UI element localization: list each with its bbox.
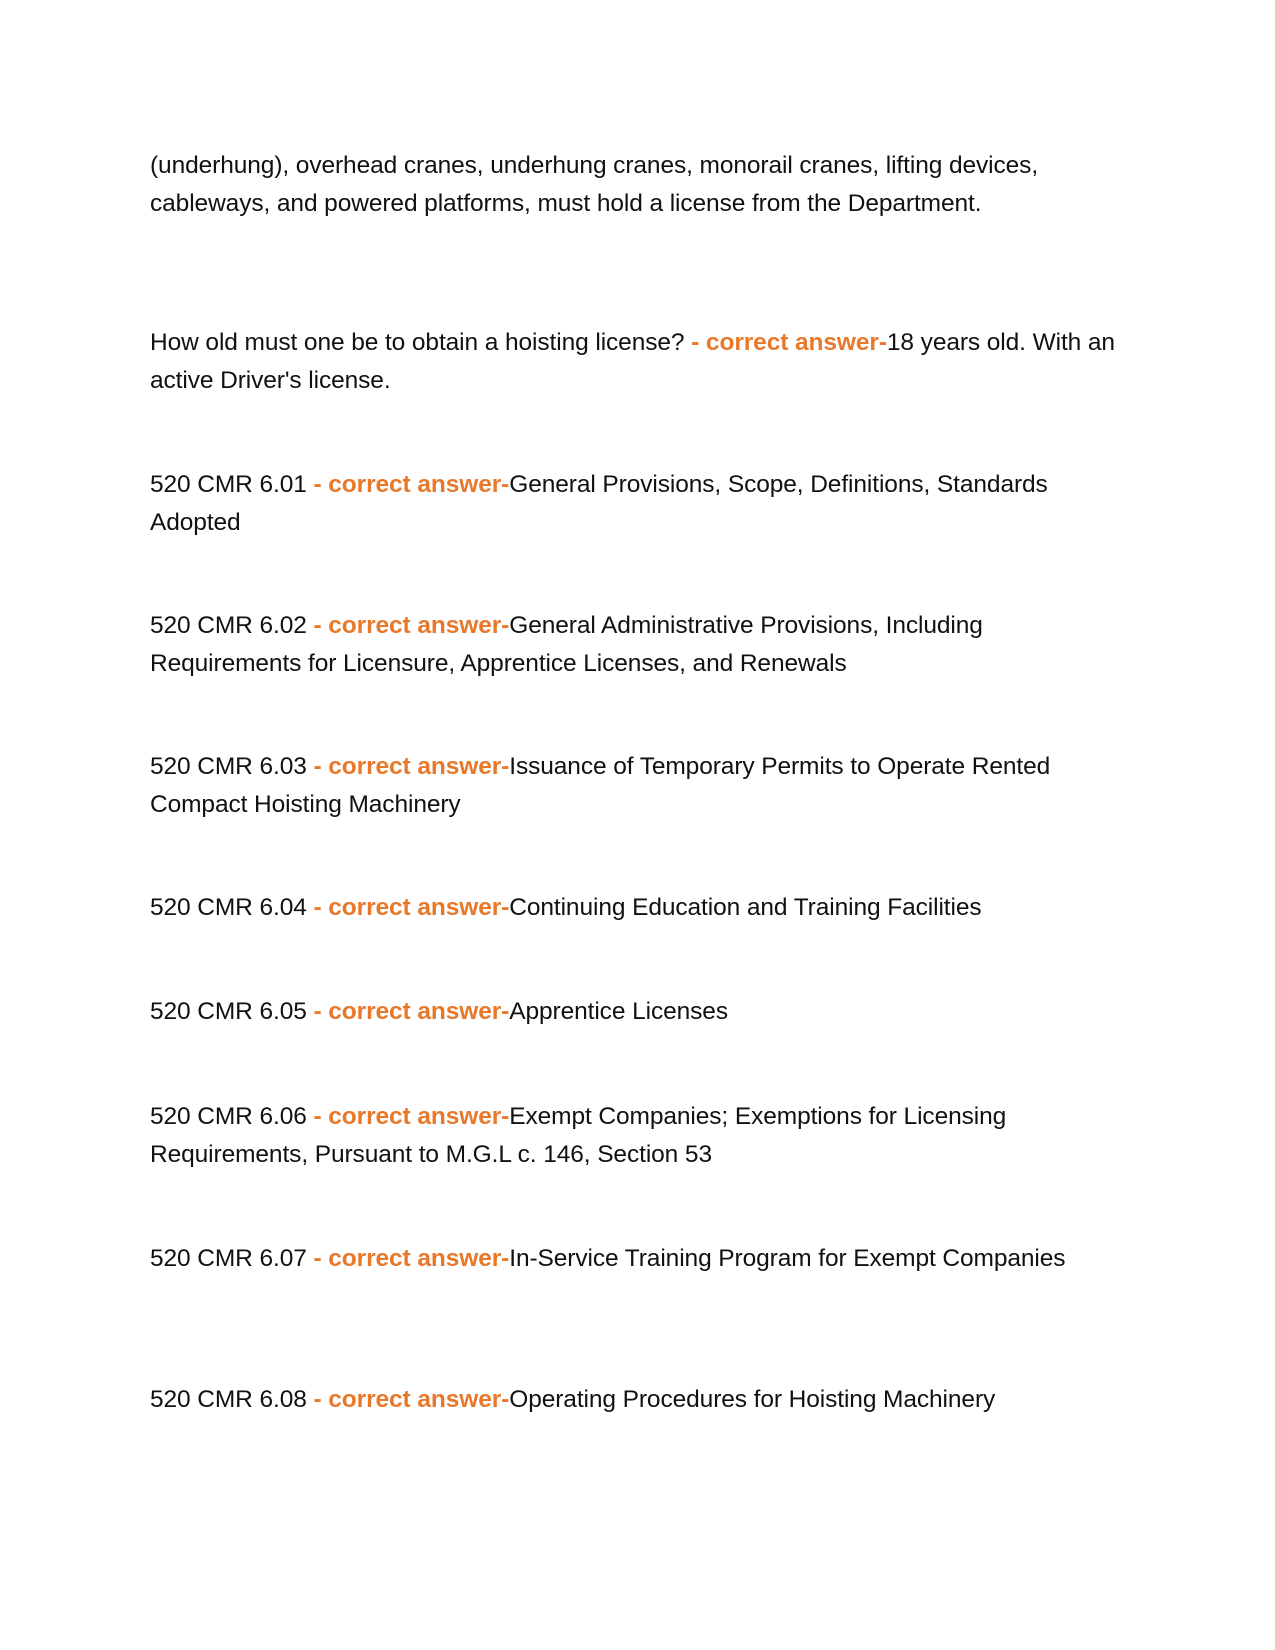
correct-answer-label: - correct answer- (313, 998, 510, 1025)
flashcard-item (150, 1098, 1140, 1174)
correct-answer-label: - correct answer- (313, 471, 510, 498)
flashcard-item (150, 1381, 1140, 1419)
answer-text: Apprentice Licenses (509, 998, 728, 1025)
question-text: How old must one be to obtain a hoisting license? (150, 329, 692, 356)
question-text: 520 CMR 6.06 (150, 1103, 314, 1130)
intro-paragraph: (underhung), overhead cranes, underhung cranes, monorail cranes, lifting devices, cableways, and powered platforms, must hold a license from the Department. (150, 152, 1039, 217)
answer-text: Exempt Companies; Exemptions for Licensing Requirements, Pursuant to M.G.L c. 146, Section 53 (150, 1103, 1007, 1168)
correct-answer-label: - correct answer- (313, 1103, 510, 1130)
flashcard-item (150, 748, 1140, 824)
answer-text: In-Service Training Program for Exempt Companies (509, 1245, 1066, 1272)
flashcard-item (150, 1240, 1140, 1278)
correct-answer-label: - correct answer- (313, 612, 510, 639)
question-text: 520 CMR 6.03 (150, 753, 314, 780)
flashcard-item (150, 466, 1140, 542)
flashcard-item (150, 993, 1140, 1031)
flashcard-item (150, 324, 1140, 400)
flashcard-item (150, 889, 1140, 927)
answer-text: General Administrative Provisions, Including Requirements for Licensure, Apprentice Licenses, and Renewals (150, 612, 983, 677)
question-text: 520 CMR 6.01 (150, 471, 314, 498)
correct-answer-label: - correct answer- (691, 329, 887, 356)
correct-answer-label: - correct answer- (313, 1245, 510, 1272)
question-text: 520 CMR 6.07 (150, 1245, 314, 1272)
flashcard-item (150, 607, 1140, 683)
question-text: 520 CMR 6.05 (150, 998, 314, 1025)
question-text: 520 CMR 6.02 (150, 612, 314, 639)
correct-answer-label: - correct answer- (313, 753, 510, 780)
answer-text: Operating Procedures for Hoisting Machinery (509, 1386, 996, 1413)
answer-text: 18 years old. With an active Driver's license. (150, 329, 1115, 394)
question-text: 520 CMR 6.04 (150, 894, 314, 921)
answer-text: General Provisions, Scope, Definitions, Standards Adopted (150, 471, 1048, 536)
correct-answer-label: - correct answer- (313, 894, 510, 921)
answer-text: Issuance of Temporary Permits to Operate Rented Compact Hoisting Machinery (150, 753, 1051, 818)
correct-answer-label: - correct answer- (313, 1386, 510, 1413)
answer-text: Continuing Education and Training Facilities (509, 894, 982, 921)
question-text: 520 CMR 6.08 (150, 1386, 314, 1413)
